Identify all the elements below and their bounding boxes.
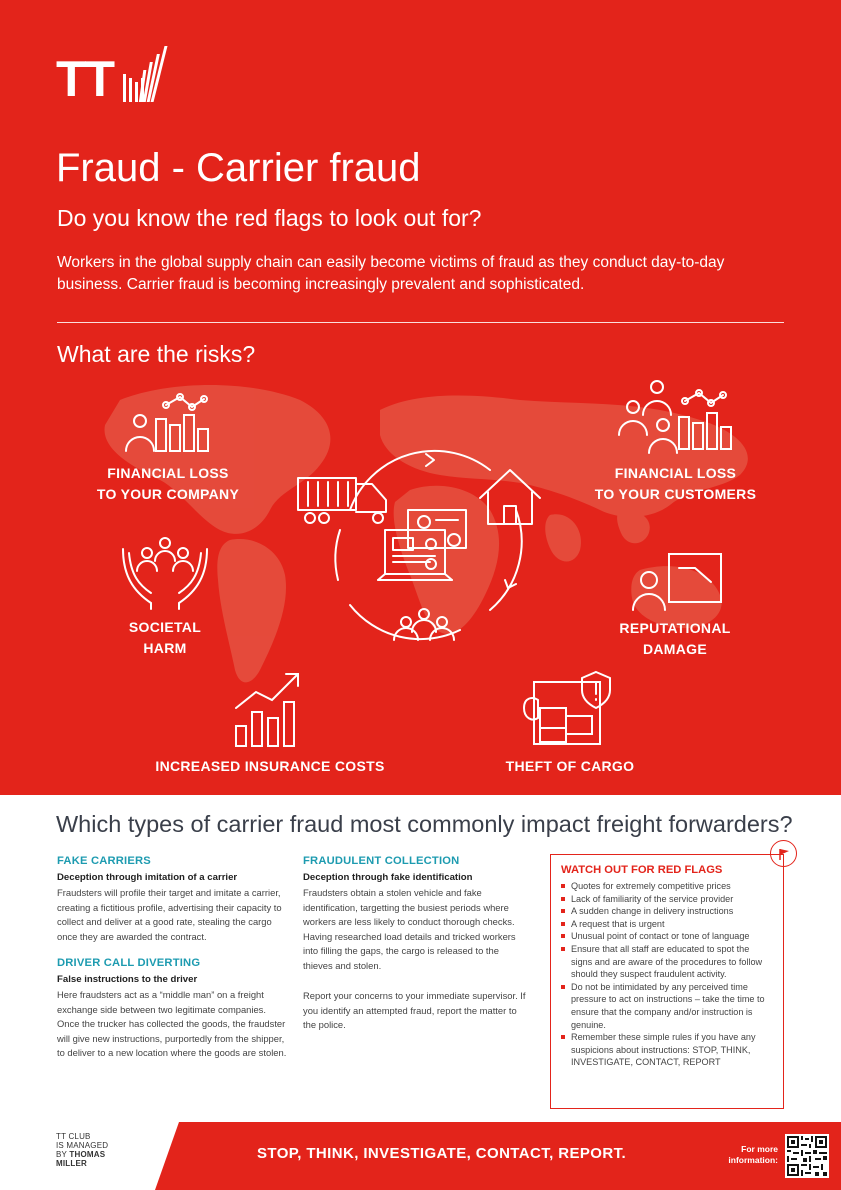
list-item: Quotes for extremely competitive prices xyxy=(561,880,773,893)
divider xyxy=(57,322,784,323)
credit-bold: THOMAS xyxy=(69,1150,106,1159)
more-info-line: information: xyxy=(728,1155,778,1165)
footer-slogan: STOP, THINK, INVESTIGATE, CONTACT, REPORT. xyxy=(257,1145,627,1162)
fake-carriers-body: Fraudsters will profile their target and imitate a carrier, creating a fictitious profile, advertising their capacity to collect and deliver at a good rate, stealing the cargo once they are awarded the contract. xyxy=(57,887,282,942)
risk-label: TO YOUR CUSTOMERS xyxy=(594,486,757,502)
reputation-decline-icon xyxy=(625,550,725,612)
supply-chain-cycle-icon xyxy=(290,440,560,650)
risk-label: REPUTATIONAL xyxy=(619,620,731,636)
risk-label: HARM xyxy=(143,640,187,656)
red-flags-list xyxy=(561,880,773,1069)
fake-carriers-subtitle: Deception through imitation of a carrier xyxy=(57,871,238,883)
list-item: A request that is urgent xyxy=(561,918,773,931)
logo-bars-icon xyxy=(121,44,181,104)
risk-label: FINANCIAL LOSS xyxy=(107,465,229,481)
logo-text: TT xyxy=(56,51,114,107)
money-growth-icon xyxy=(118,385,218,457)
risk-societal xyxy=(100,535,230,659)
risk-insurance xyxy=(140,668,400,777)
risk-reputational xyxy=(610,550,740,660)
list-item: A sudden change in delivery instructions xyxy=(561,905,773,918)
community-hands-icon xyxy=(117,535,213,611)
rising-costs-icon xyxy=(232,668,308,750)
managed-by-credit xyxy=(56,1132,108,1168)
column-middle xyxy=(303,854,529,1033)
risk-theft xyxy=(480,668,660,777)
tt-club-logo xyxy=(56,44,181,107)
risk-label: INCREASED INSURANCE COSTS xyxy=(155,758,385,774)
fraudulent-collection-subtitle: Deception through fake identification xyxy=(303,871,473,883)
list-item: Lack of familiarity of the service provider xyxy=(561,893,773,906)
list-item: Remember these simple rules if you have any suspicions about instructions: STOP, THINK, INVESTIGATE, CONTACT, REPORT xyxy=(561,1031,773,1069)
red-flags-title: WATCH OUT FOR RED FLAGS xyxy=(561,864,723,876)
risk-label: TO YOUR COMPANY xyxy=(96,486,240,502)
list-item: Do not be intimidated by any perceived time pressure to act on instructions – take the time to ensure that the company and/or instruction is genuine. xyxy=(561,981,773,1031)
risk-label: SOCIETAL xyxy=(128,619,202,635)
driver-call-body: Here fraudsters act as a “middle man” on a freight exchange side between two legitimate companies. Once the trucker has collected the goods, the fraudster will give new instructions, purportedly from the shipper, to deliver to a new location where the goods are stolen. xyxy=(57,989,287,1058)
report-note: Report your concerns to your immediate supervisor. If you identify an attempted fraud, report the matter to the police. xyxy=(303,990,526,1030)
credit-prefix: BY xyxy=(56,1150,67,1159)
column-left xyxy=(57,854,289,1061)
fake-carriers-title: FAKE CARRIERS xyxy=(57,855,151,867)
intro-paragraph: Workers in the global supply chain can easily become victims of fraud as they conduct day-to-day business. Carrier fraud is becoming increasingly prevalent and sophisticated. xyxy=(57,254,725,293)
risk-label: THEFT OF CARGO xyxy=(505,758,635,774)
customers-money-icon xyxy=(611,377,741,457)
red-flags-box xyxy=(550,854,784,1109)
fraudulent-collection-title: FRAUDULENT COLLECTION xyxy=(303,855,460,867)
types-heading: Which types of carrier fraud most commonly impact freight forwarders? xyxy=(56,811,793,837)
risk-label: FINANCIAL LOSS xyxy=(614,465,737,481)
credit-line xyxy=(56,1159,108,1168)
qr-code-icon[interactable] xyxy=(785,1134,829,1178)
credit-line: TT CLUB xyxy=(56,1132,91,1141)
risk-financial-company xyxy=(88,385,248,505)
driver-call-subtitle: False instructions to the driver xyxy=(57,973,198,985)
more-info-line: For more xyxy=(741,1144,778,1154)
cargo-alert-icon xyxy=(520,668,620,750)
credit-line xyxy=(56,1150,108,1159)
credit-line: IS MANAGED xyxy=(56,1141,109,1150)
page-subtitle: Do you know the red flags to look out for? xyxy=(57,205,482,231)
risks-heading: What are the risks? xyxy=(57,341,256,367)
credit-bold: MILLER xyxy=(56,1159,87,1168)
list-item: Ensure that all staff are educated to spot the signs and are aware of the procedures to follow should they suspect fraudulent activity. xyxy=(561,943,773,981)
risk-financial-customers xyxy=(588,377,763,505)
risk-label: DAMAGE xyxy=(642,641,708,657)
list-item: Unusual point of contact or tone of language xyxy=(561,930,773,943)
fraudulent-collection-body: Fraudsters obtain a stolen vehicle and fake identification, targetting the busiest periods where workers are less likely to conduct thorough checks. Having researched load details and tricked workers into filling the gaps, the cargo is released to the thieves and stolen. xyxy=(303,887,516,971)
page-title: Fraud - Carrier fraud xyxy=(56,146,421,190)
driver-call-title: DRIVER CALL DIVERTING xyxy=(57,957,201,969)
more-info-label xyxy=(712,1144,778,1166)
